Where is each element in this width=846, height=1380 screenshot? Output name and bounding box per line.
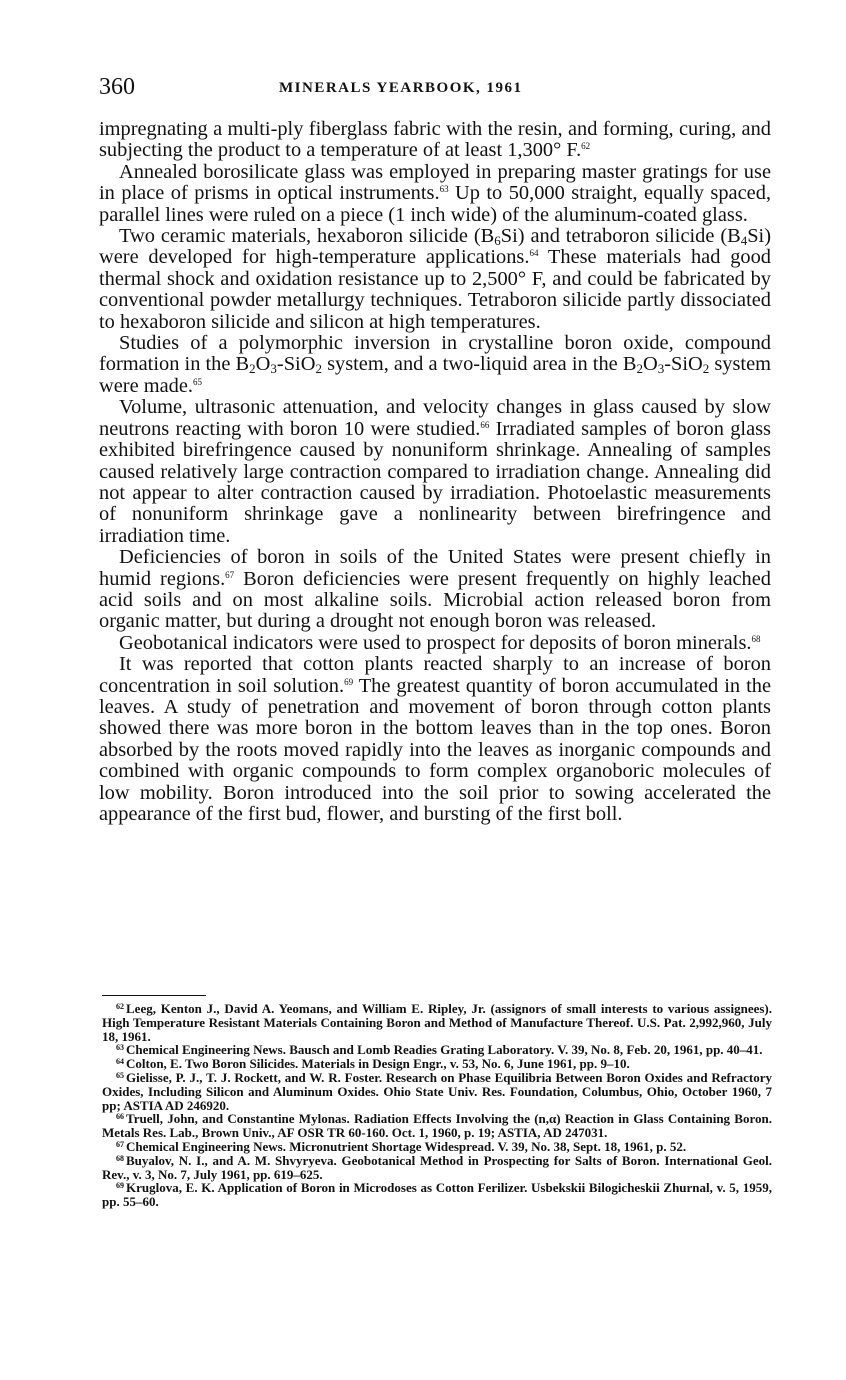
footnote-ref-62: 62 [581,141,591,152]
footnote-62: $^{62}$ Leeg, Kenton J., David A. Yeomans, and William E. Ripley, Jr. (assignors of small interests to various assignees). High Temperature Resistant Materials Containing Boron and Method of Manufacture Thereof. U.S. Pat. 2,992,960, July 18, 1961. [102,1001,772,1044]
footnote-67: $^{67}$ Chemical Engineering News. Micronutrient Shortage Widespread. V. 39, No. 38, Sept. 18, 1961, p. 52. [116,1138,687,1154]
paragraph-1: impregnating a multi-ply fiberglass fabric with the resin, and forming, curing, and subjecting the product to a temperature of at least 1,300° F.$^{62}$ [99,118,771,162]
paragraph-7: Geobotanical indicators were used to prospect for deposits of boron minerals.$^{68}$ [119,631,761,654]
paragraph-3: Two ceramic materials, hexaboron silicide $(B_6Si)$ and tetraboron silicide $(B_4Si)$ were developed for high-temperature applications.$^{64}$ These materials had good thermal shock and oxidation resistance up to 2,500° F, and could be fabricated by conventional powder metallurgy techniques. Tetraboron silicide partly dissociated to hexaboron silicide and silicon at high temperatures. [99,225,772,333]
footnote-65: $^{65}$ Gielisse, P. J., T. J. Rockett, and W. R. Foster. Research on Phase Equilibria Between Boron Oxides and Refractory Oxides, Including Silicon and Aluminum Oxides. Ohio State Univ. Res. Foundation, Columbus, Ohio, October 1960, 7 pp; ASTIA AD 246920. [102,1069,772,1113]
footnote-ref-63: 63 [439,184,449,195]
footnote-63: $^{63}$ Chemical Engineering News. Bausch and Lomb Readies Grating Laboratory. V. 39, No. 8, Feb. 20, 1961, pp. 40–41. [116,1042,763,1058]
footnotes [102,1002,772,1209]
footnote-68: $^{68}$ Buyalov, N. I., and A. M. Shvyryeva. Geobotanical Method in Prospecting for Salts of Boron. International Geol. Rev., v. 3, No. 7, July 1961, pp. 619–625. [102,1152,772,1182]
footnote-69: $^{69}$ Kruglova, E. K. Application of Boron in Microdoses as Cotton Ferilizer. Usbekskii Bilogicheskii Zhurnal, v. 5, 1959, pp. 55–60. [102,1180,772,1210]
footnote-ref-67: 67 [225,569,235,580]
footnote-divider [102,995,206,996]
footnote-66: $^{66}$ Truell, John, and Constantine Mylonas. Radiation Effects Involving the (n,α) Reaction in Glass Containing Boron. Metals Res. Lab., Brown Univ., AF OSR TR 60-160. Oct. 1, 1960, p. 19; ASTIA, AD 247031. [102,1111,772,1141]
running-title: MINERALS YEARBOOK, 1961 [279,80,523,96]
footnote-ref-65: 65 [192,376,202,387]
page-header [99,72,771,106]
page-number: 360 [99,74,135,100]
body-text [99,119,771,825]
footnote-ref-69: 69 [344,676,354,687]
paragraph-4: Studies of a polymorphic inversion in crystalline boron oxide, compound formation in the $B_2O_3-SiO_2$ system, and a two-liquid area in the $B_2O_3-SiO_2$ system were made.$^{65}$ [99,332,771,397]
paragraph-5: Volume, ultrasonic attenuation, and velocity changes in glass caused by slow neutrons reacting with boron 10 were studied.$^{66}$ Irradiated samples of boron glass exhibited birefringence caused by nonuniform shrinkage. Annealing of samples caused relatively large contraction compared to irradiation change. Annealing did not appear to alter contraction caused by irradiation. Photoelastic measurements of nonuniform shrinkage gave a nonlinearity between birefringence and irradiation time. [99,396,771,547]
paragraph-6: Deficiencies of boron in soils of the United States were present chiefly in humid regions.$^{67}$ Boron deficiencies were present frequently on highly leached acid soils and on most alkaline soils. Microbial action released boron from organic matter, but during a drought not enough boron was released. [99,546,771,633]
footnote-ref-64: 64 [529,248,539,259]
paragraph-2: Annealed borosilicate glass was employed in preparing master gratings for use in place of prisms in optical instruments.$^{63}$ Up to 50,000 straight, equally spaced, parallel lines were ruled on a piece (1 inch wide) of the aluminum-coated glass. [99,160,771,226]
footnote-ref-66: 66 [480,419,490,430]
footnote-64: $^{64}$ Colton, E. Two Boron Silicides. Materials in Design Engr., v. 53, No. 6, June 1961, pp. 9–10. [116,1056,630,1072]
paragraph-8: It was reported that cotton plants reacted sharply to an increase of boron concentration in soil solution.$^{69}$ The greatest quantity of boron accumulated in the leaves. A study of penetration and movement of boron through cotton plants showed there was more boron in the bottom leaves than in the top ones. Boron absorbed by the roots moved rapidly into the leaves as inorganic compounds and combined with organic compounds to form complex organoboric molecules of low mobility. Boron introduced into the soil prior to sowing accelerated the appearance of the first bud, flower, and bursting of the first boll. [99,653,771,825]
footnote-ref-68: 68 [751,633,761,644]
